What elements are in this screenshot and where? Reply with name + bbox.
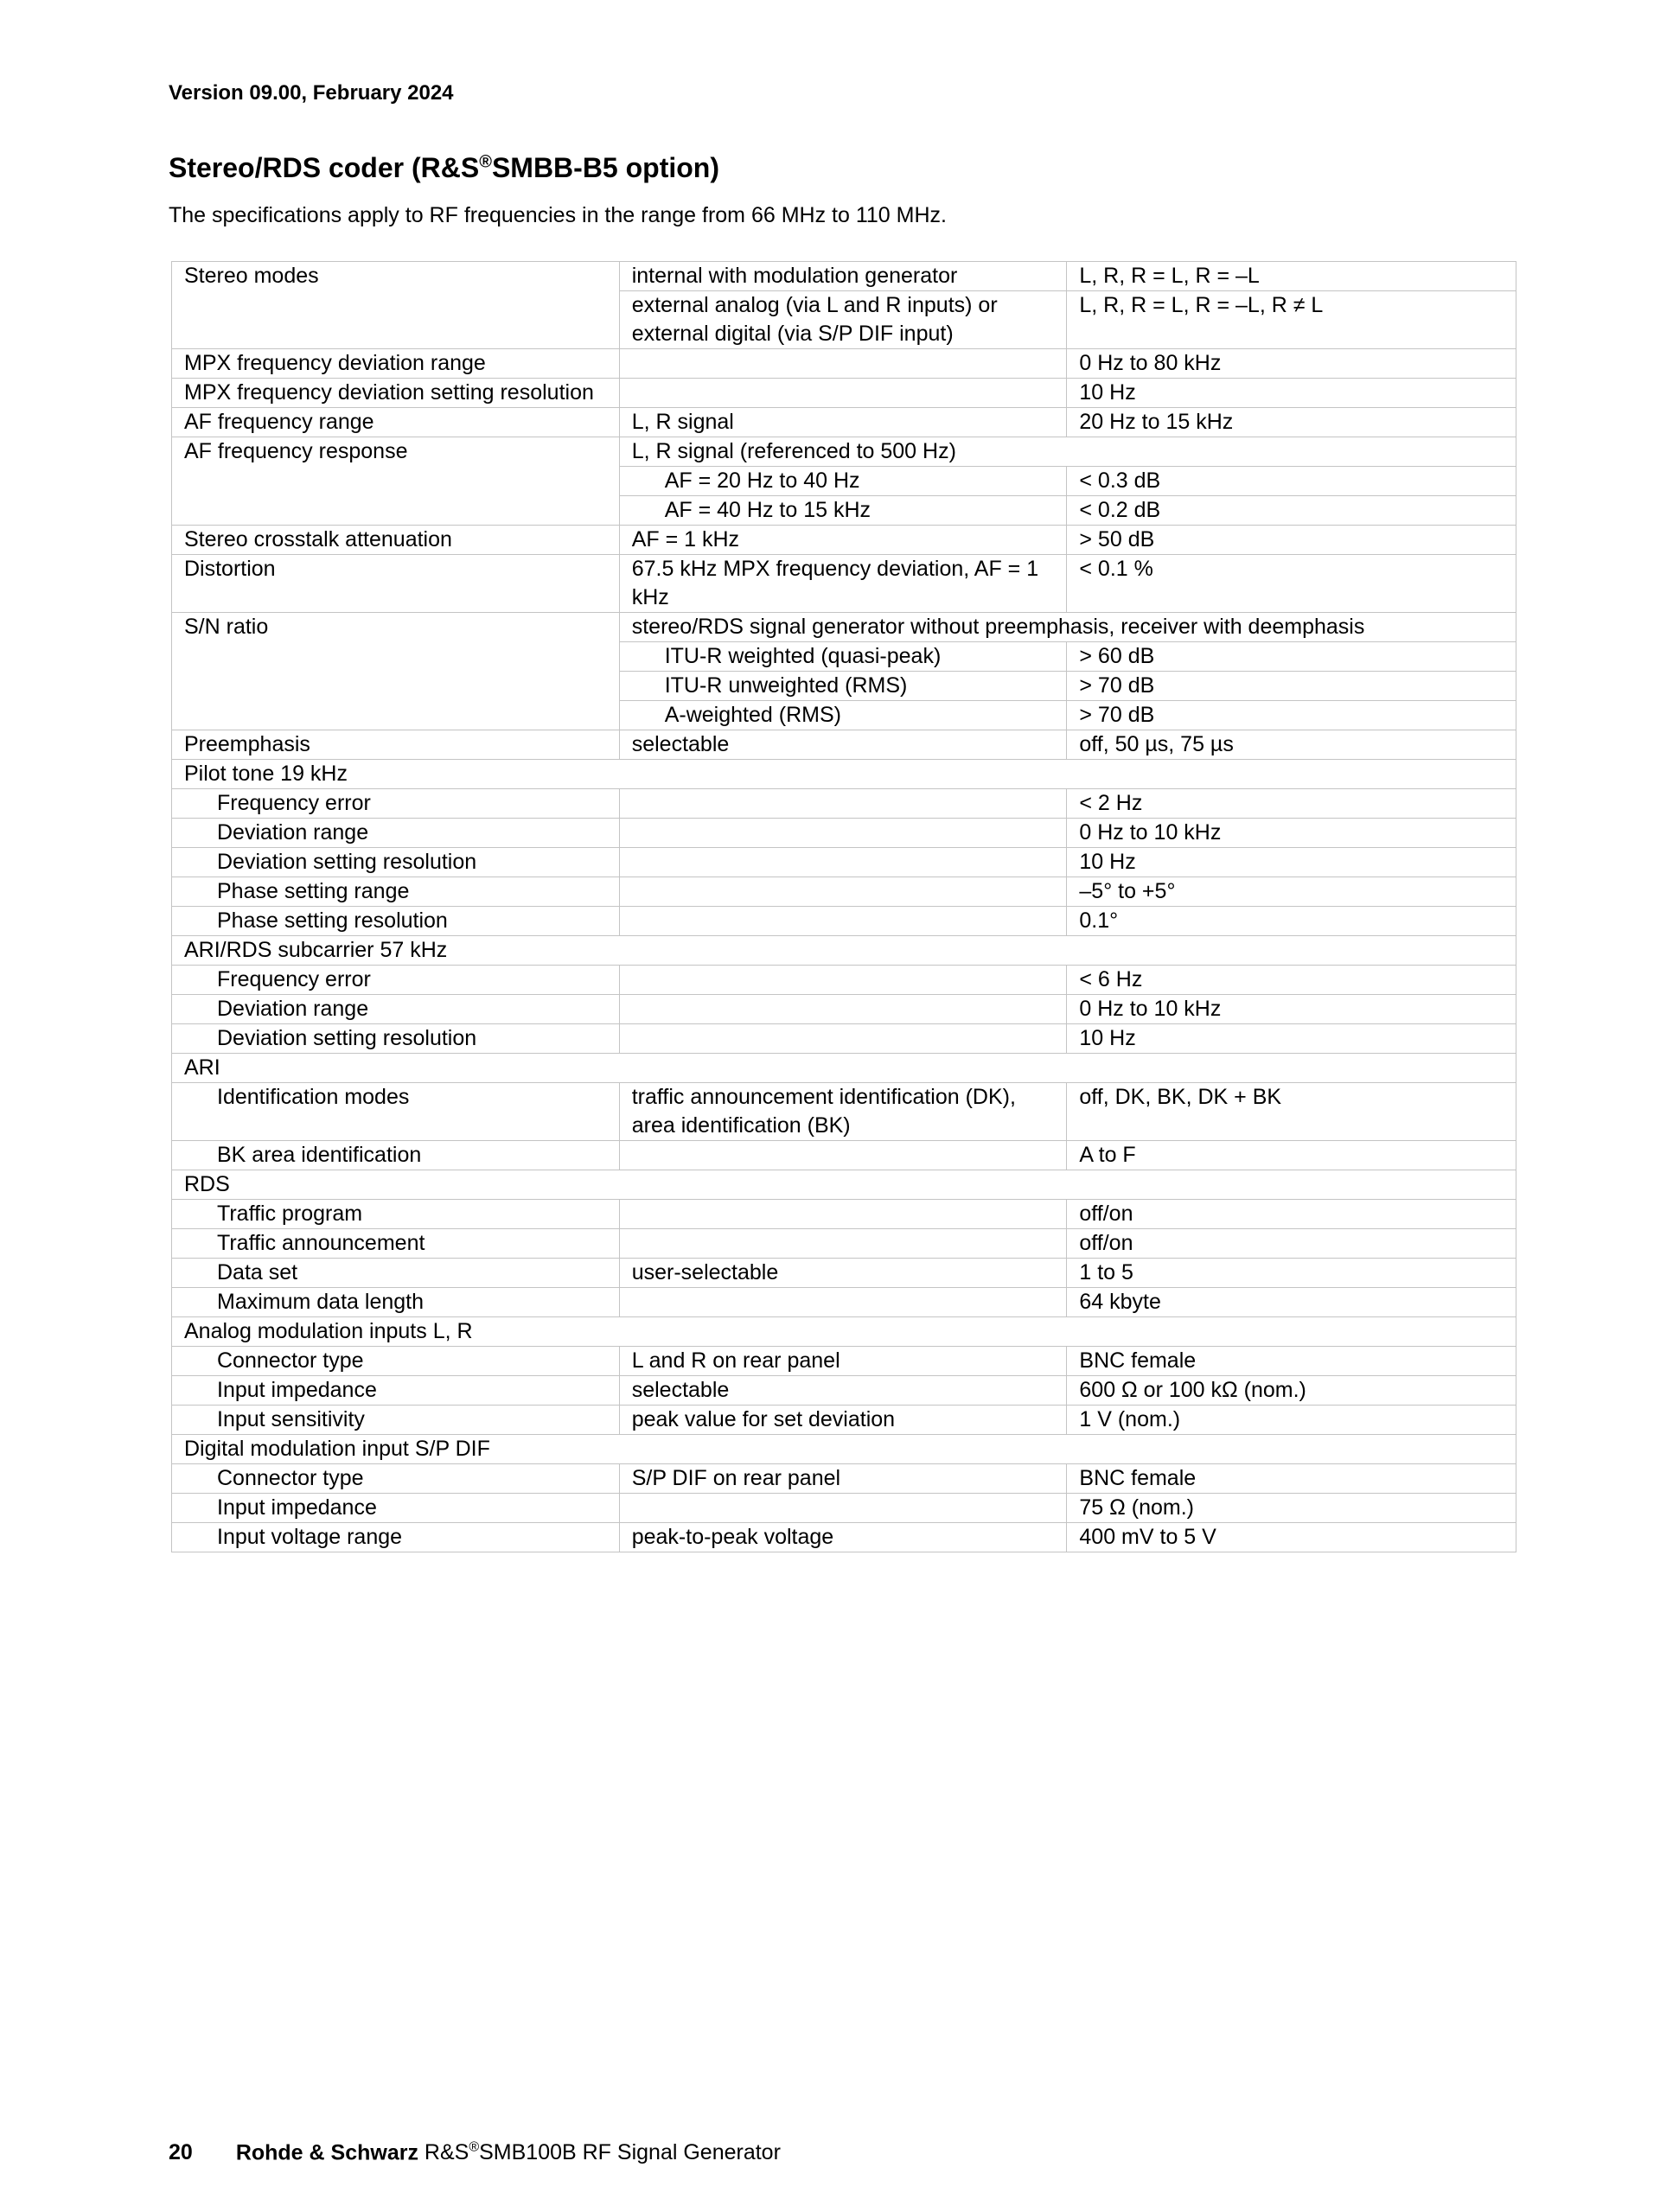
table-row	[172, 613, 1516, 642]
param-value: 0.1°	[1067, 907, 1516, 936]
param-value: L, R, R = L, R = –L, R ≠ L	[1067, 291, 1516, 349]
param-label: MPX frequency deviation range	[172, 349, 620, 379]
group-header-row	[172, 760, 1516, 789]
table-row	[172, 877, 1516, 907]
param-value: BNC female	[1067, 1464, 1516, 1494]
param-label: Identification modes	[172, 1083, 620, 1141]
param-condition: 67.5 kHz MPX frequency deviation, AF = 1 kHz	[619, 555, 1067, 613]
param-condition: selectable	[619, 730, 1067, 760]
group-header-row	[172, 1435, 1516, 1464]
param-label: Preemphasis	[172, 730, 620, 760]
table-row	[172, 1464, 1516, 1494]
table-row	[172, 1083, 1516, 1141]
param-value: 10 Hz	[1067, 1024, 1516, 1054]
group-label: Digital modulation input S/P DIF	[172, 1435, 1516, 1464]
param-value: 1 V (nom.)	[1067, 1406, 1516, 1435]
param-value: > 60 dB	[1067, 642, 1516, 672]
param-label: MPX frequency deviation setting resolution	[172, 379, 620, 408]
param-value: 600 Ω or 100 kΩ (nom.)	[1067, 1376, 1516, 1406]
param-value: A to F	[1067, 1141, 1516, 1170]
param-condition: L and R on rear panel	[619, 1347, 1067, 1376]
table-row	[172, 467, 1516, 496]
table-row	[172, 672, 1516, 701]
table-row	[172, 1200, 1516, 1229]
group-label: Analog modulation inputs L, R	[172, 1317, 1516, 1347]
param-value: 400 mV to 5 V	[1067, 1523, 1516, 1552]
param-label: Maximum data length	[172, 1288, 620, 1317]
group-header-row	[172, 1170, 1516, 1200]
param-label: Input impedance	[172, 1494, 620, 1523]
group-header-row	[172, 1054, 1516, 1083]
param-value: 10 Hz	[1067, 848, 1516, 877]
param-label: Stereo modes	[172, 262, 620, 291]
param-value: > 70 dB	[1067, 701, 1516, 730]
param-condition: L, R signal (referenced to 500 Hz)	[619, 437, 1516, 467]
param-value: < 0.1 %	[1067, 555, 1516, 613]
param-condition: stereo/RDS signal generator without preemphasis, receiver with deemphasis	[619, 613, 1516, 642]
table-row	[172, 1288, 1516, 1317]
param-value: off/on	[1067, 1200, 1516, 1229]
page-footer	[169, 2140, 781, 2165]
table-row	[172, 642, 1516, 672]
table-row	[172, 1024, 1516, 1054]
param-value: 20 Hz to 15 kHz	[1067, 408, 1516, 437]
param-value: < 2 Hz	[1067, 789, 1516, 819]
table-row	[172, 408, 1516, 437]
table-row	[172, 907, 1516, 936]
table-row	[172, 995, 1516, 1024]
param-label: AF frequency range	[172, 408, 620, 437]
param-label: Deviation setting resolution	[172, 1024, 620, 1054]
table-row	[172, 526, 1516, 555]
param-label: Distortion	[172, 555, 620, 613]
table-row	[172, 262, 1516, 291]
table-row	[172, 789, 1516, 819]
table-row	[172, 819, 1516, 848]
param-condition: peak-to-peak voltage	[619, 1523, 1067, 1552]
page-number: 20	[169, 2140, 193, 2165]
spec-table	[171, 261, 1516, 1552]
param-value: –5° to +5°	[1067, 877, 1516, 907]
section-title: Stereo/RDS coder (R&S®SMBB-B5 option)	[169, 152, 719, 183]
param-label: Input sensitivity	[172, 1406, 620, 1435]
param-label: AF frequency response	[172, 437, 620, 467]
table-row	[172, 966, 1516, 995]
table-row	[172, 701, 1516, 730]
version-label: Version 09.00, February 2024	[169, 81, 454, 105]
param-value: 1 to 5	[1067, 1259, 1516, 1288]
param-condition: AF = 1 kHz	[619, 526, 1067, 555]
param-value: off/on	[1067, 1229, 1516, 1259]
table-row	[172, 1229, 1516, 1259]
param-condition: ITU-R weighted (quasi-peak)	[619, 642, 1067, 672]
group-label: ARI/RDS subcarrier 57 kHz	[172, 936, 1516, 966]
table-row	[172, 555, 1516, 613]
param-value: 0 Hz to 80 kHz	[1067, 349, 1516, 379]
group-label: Pilot tone 19 kHz	[172, 760, 1516, 789]
table-row	[172, 848, 1516, 877]
param-label: Deviation range	[172, 819, 620, 848]
param-condition: AF = 20 Hz to 40 Hz	[619, 467, 1067, 496]
param-label: Data set	[172, 1259, 620, 1288]
param-label: Deviation range	[172, 995, 620, 1024]
table-row	[172, 1494, 1516, 1523]
param-condition: ITU-R unweighted (RMS)	[619, 672, 1067, 701]
param-value: > 70 dB	[1067, 672, 1516, 701]
param-condition: L, R signal	[619, 408, 1067, 437]
param-label: Deviation setting resolution	[172, 848, 620, 877]
param-condition: A-weighted (RMS)	[619, 701, 1067, 730]
param-condition: selectable	[619, 1376, 1067, 1406]
param-label: BK area identification	[172, 1141, 620, 1170]
group-label: ARI	[172, 1054, 1516, 1083]
group-header-row	[172, 936, 1516, 966]
table-row	[172, 349, 1516, 379]
table-row	[172, 1259, 1516, 1288]
table-row	[172, 1347, 1516, 1376]
param-label: Traffic announcement	[172, 1229, 620, 1259]
param-value: 75 Ω (nom.)	[1067, 1494, 1516, 1523]
param-label: Input voltage range	[172, 1523, 620, 1552]
table-row	[172, 437, 1516, 467]
param-label: Stereo crosstalk attenuation	[172, 526, 620, 555]
param-condition: traffic announcement identification (DK), area identification (BK)	[619, 1083, 1067, 1141]
section-intro: The specifications apply to RF frequencies in the range from 66 MHz to 110 MHz.	[169, 203, 947, 227]
param-value: BNC female	[1067, 1347, 1516, 1376]
param-label: S/N ratio	[172, 613, 620, 642]
table-row	[172, 496, 1516, 526]
param-value: off, DK, BK, DK + BK	[1067, 1083, 1516, 1141]
param-condition: peak value for set deviation	[619, 1406, 1067, 1435]
param-label: Frequency error	[172, 966, 620, 995]
param-value: 0 Hz to 10 kHz	[1067, 995, 1516, 1024]
param-label: Connector type	[172, 1464, 620, 1494]
param-label: Frequency error	[172, 789, 620, 819]
param-value: 64 kbyte	[1067, 1288, 1516, 1317]
param-label: Traffic program	[172, 1200, 620, 1229]
param-value: 10 Hz	[1067, 379, 1516, 408]
param-label: Connector type	[172, 1347, 620, 1376]
param-value: off, 50 µs, 75 µs	[1067, 730, 1516, 760]
table-row	[172, 1523, 1516, 1552]
group-header-row	[172, 1317, 1516, 1347]
param-value: < 6 Hz	[1067, 966, 1516, 995]
group-label: RDS	[172, 1170, 1516, 1200]
param-condition: S/P DIF on rear panel	[619, 1464, 1067, 1494]
param-condition: user-selectable	[619, 1259, 1067, 1288]
param-label: Phase setting range	[172, 877, 620, 907]
param-value: 0 Hz to 10 kHz	[1067, 819, 1516, 848]
table-row	[172, 730, 1516, 760]
param-condition: AF = 40 Hz to 15 kHz	[619, 496, 1067, 526]
param-value: < 0.2 dB	[1067, 496, 1516, 526]
company-name: Rohde & Schwarz	[235, 2140, 418, 2165]
param-condition: internal with modulation generator	[619, 262, 1067, 291]
table-row	[172, 1141, 1516, 1170]
table-row	[172, 1406, 1516, 1435]
param-value: < 0.3 dB	[1067, 467, 1516, 496]
table-row	[172, 1376, 1516, 1406]
table-row	[172, 379, 1516, 408]
product-name: R&S®SMB100B RF Signal Generator	[418, 2140, 781, 2165]
param-value: L, R, R = L, R = –L	[1067, 262, 1516, 291]
param-label: Input impedance	[172, 1376, 620, 1406]
param-label: Phase setting resolution	[172, 907, 620, 936]
param-condition: external analog (via L and R inputs) or external digital (via S/P DIF input)	[619, 291, 1067, 349]
param-value: > 50 dB	[1067, 526, 1516, 555]
table-row	[172, 291, 1516, 349]
